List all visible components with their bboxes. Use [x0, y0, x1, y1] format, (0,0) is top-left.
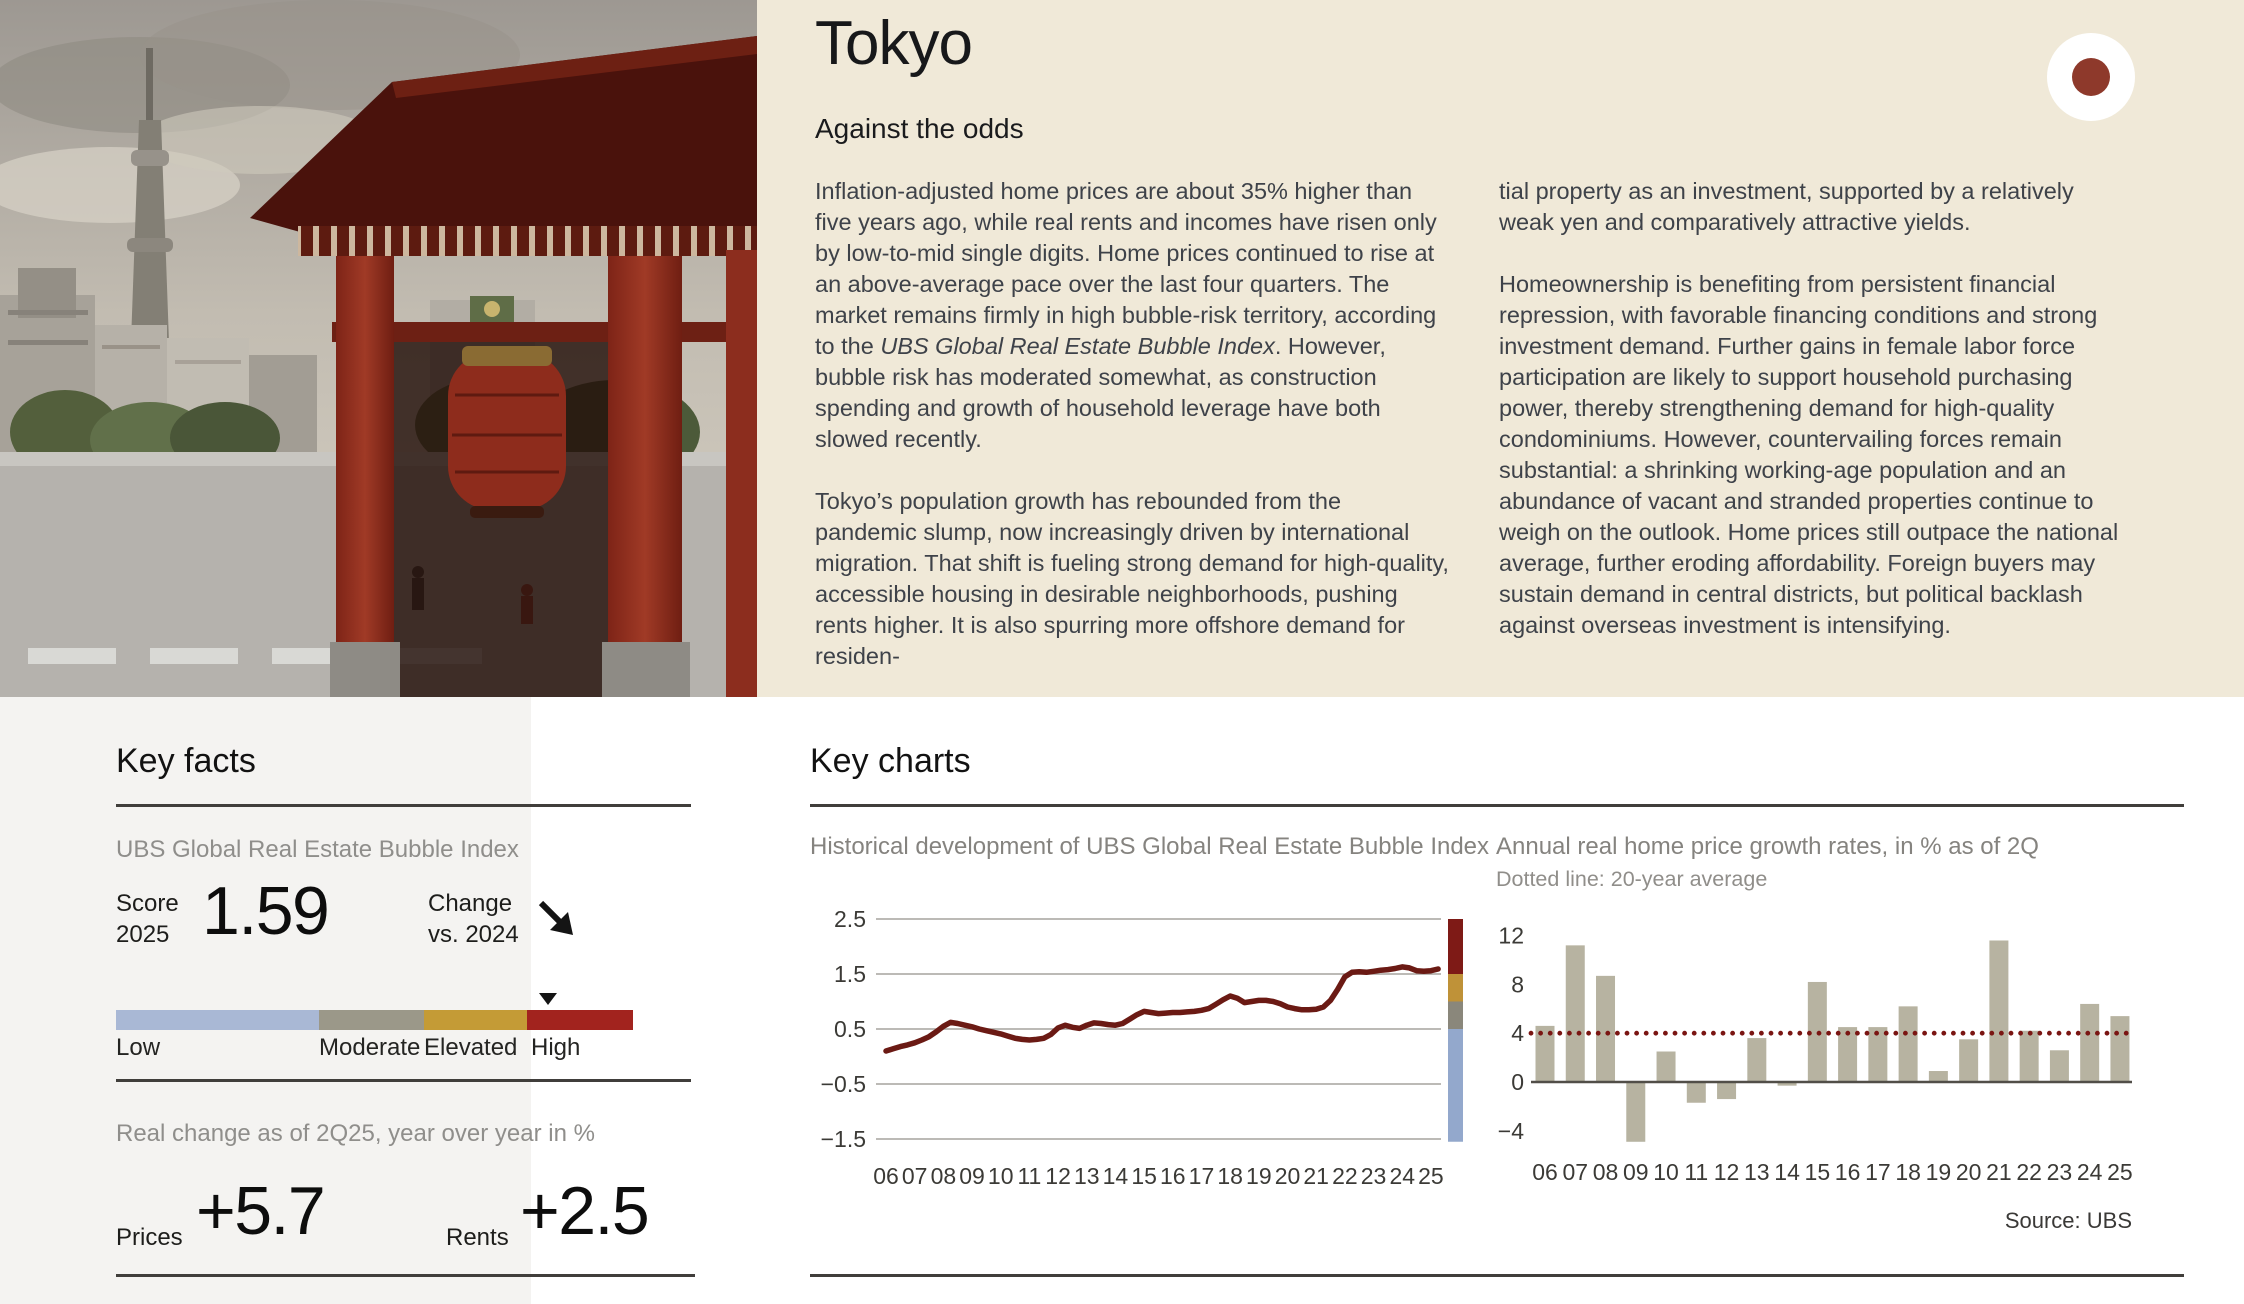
- svg-text:23: 23: [2046, 1159, 2073, 1185]
- page-subtitle: Against the odds: [815, 113, 1024, 144]
- svg-text:18: 18: [1217, 1163, 1243, 1189]
- svg-text:18: 18: [1895, 1159, 1921, 1185]
- svg-text:19: 19: [1925, 1159, 1952, 1185]
- svg-text:14: 14: [1102, 1163, 1129, 1189]
- svg-text:20: 20: [1955, 1159, 1982, 1185]
- gauge-segment-low: [116, 1010, 319, 1030]
- divider: [116, 1274, 695, 1277]
- paragraph-text: Inflation-adjusted home prices are about 35% higher than five years ago, while real rents and incomes have risen only by low-to-mid single digits. Home prices continued to rise at an above-average pace over the last four quarters. The market remains firmly in high bubble-risk territory, according to the: [815, 178, 1437, 359]
- line-chart-title: Historical development of UBS Global Real Estate Bubble Index: [810, 833, 1490, 860]
- bubble-index-line-chart: [810, 868, 1470, 1198]
- bar-21: [1989, 940, 2008, 1082]
- svg-text:10: 10: [1653, 1159, 1679, 1185]
- gauge-segment-high: [527, 1010, 633, 1030]
- index-label: UBS Global Real Estate Bubble Index: [116, 836, 519, 863]
- gauge-segment-moderate: [319, 1010, 424, 1030]
- svg-text:09: 09: [1622, 1159, 1649, 1185]
- svg-text:22: 22: [2016, 1159, 2042, 1185]
- svg-text:22: 22: [1332, 1163, 1358, 1189]
- gauge-label-low: Low: [116, 1034, 161, 1061]
- svg-text:25: 25: [2107, 1159, 2133, 1185]
- svg-text:1.5: 1.5: [834, 961, 866, 987]
- svg-text:08: 08: [930, 1163, 957, 1189]
- paragraph: [815, 176, 1449, 455]
- gauge-segment-elevated: [424, 1010, 527, 1030]
- svg-text:23: 23: [1360, 1163, 1387, 1189]
- divider: [116, 804, 691, 807]
- svg-text:8: 8: [1511, 971, 1524, 998]
- svg-text:14: 14: [1774, 1159, 1800, 1185]
- svg-text:−4: −4: [1497, 1117, 1524, 1144]
- bar-07: [1566, 945, 1585, 1082]
- bar-08: [1596, 976, 1615, 1082]
- bar-chart-subtitle: Dotted line: 20-year average: [1496, 867, 1768, 891]
- body-column-1: [815, 176, 1449, 703]
- change-label-line2: vs. 2024: [428, 921, 519, 948]
- gauge-marker-icon: [539, 993, 557, 1005]
- bar-25: [2110, 1016, 2129, 1082]
- japan-flag-icon: [2047, 33, 2135, 121]
- price-growth-bar-chart: [1490, 900, 2200, 1200]
- japan-flag-sun: [2072, 58, 2110, 96]
- svg-text:11: 11: [1017, 1163, 1042, 1189]
- svg-text:24: 24: [1389, 1163, 1416, 1189]
- bar-20: [1959, 1039, 1978, 1082]
- score-label-line2: 2025: [116, 921, 170, 948]
- risk-band-moderate: [1448, 1002, 1463, 1030]
- svg-text:06: 06: [1532, 1159, 1558, 1185]
- gauge-label-high: High: [531, 1034, 581, 1061]
- svg-text:21: 21: [1303, 1163, 1329, 1189]
- risk-band-high: [1448, 919, 1463, 974]
- change-arrow-down-right-icon: [534, 894, 582, 942]
- paragraph: tial property as an investment, supported by a relatively weak yen and comparatively attractive yields.: [1499, 178, 2074, 235]
- bar-chart-title: Annual real home price growth rates, in % as of 2Q: [1496, 833, 2039, 860]
- risk-band-low: [1448, 1029, 1463, 1142]
- body-column-2: [1499, 176, 2133, 703]
- key-charts-heading: Key charts: [810, 742, 971, 780]
- bar-10: [1657, 1052, 1676, 1083]
- bar-13: [1747, 1038, 1766, 1082]
- bar-18: [1899, 1006, 1918, 1082]
- divider: [116, 1079, 691, 1082]
- svg-text:13: 13: [1073, 1163, 1100, 1189]
- change-label-line1: Change: [428, 890, 513, 917]
- svg-text:12: 12: [1498, 922, 1524, 949]
- bar-24: [2080, 1004, 2099, 1082]
- svg-text:24: 24: [2076, 1159, 2103, 1185]
- risk-band-elevated: [1448, 974, 1463, 1002]
- bar-12: [1717, 1082, 1736, 1099]
- gauge-label-moderate: Moderate: [319, 1034, 421, 1061]
- key-facts-heading: Key facts: [116, 742, 256, 780]
- svg-text:−1.5: −1.5: [820, 1126, 866, 1152]
- svg-text:0: 0: [1511, 1069, 1524, 1095]
- svg-text:16: 16: [1160, 1163, 1186, 1189]
- paragraph: Tokyo’s population growth has rebounded from the pandemic slump, now increasingly driven by international migration. That shift is fueling strong demand for high-quality, accessible housing in desirable neighborhoods, pushing rents higher. It is also spurring more offshore demand for residen-: [815, 488, 1449, 669]
- svg-text:10: 10: [987, 1163, 1014, 1189]
- svg-text:07: 07: [1562, 1159, 1589, 1185]
- svg-text:2.5: 2.5: [834, 906, 866, 932]
- bar-11: [1687, 1082, 1706, 1103]
- bar-09: [1626, 1082, 1645, 1142]
- hero-section: [757, 0, 2244, 697]
- svg-text:06: 06: [873, 1163, 899, 1189]
- svg-text:08: 08: [1592, 1159, 1619, 1185]
- svg-text:17: 17: [1188, 1163, 1215, 1189]
- index-line: [886, 967, 1438, 1051]
- bar-23: [2050, 1050, 2069, 1082]
- svg-text:17: 17: [1865, 1159, 1891, 1185]
- svg-text:−0.5: −0.5: [820, 1071, 866, 1097]
- gauge-label-elevated: Elevated: [424, 1034, 518, 1061]
- source-label: Source: UBS: [2004, 1208, 2132, 1233]
- svg-text:19: 19: [1246, 1163, 1272, 1189]
- real-change-label: Real change as of 2Q25, year over year in %: [116, 1120, 595, 1147]
- body-text: [815, 176, 2133, 703]
- svg-text:16: 16: [1834, 1159, 1861, 1185]
- svg-text:20: 20: [1274, 1163, 1301, 1189]
- divider: [810, 804, 2184, 807]
- score-value: 1.59: [202, 873, 329, 949]
- page-title: Tokyo: [815, 9, 972, 78]
- lantern: [448, 346, 566, 518]
- svg-text:21: 21: [1986, 1159, 2012, 1185]
- svg-text:12: 12: [1713, 1159, 1740, 1185]
- svg-text:11: 11: [1684, 1159, 1709, 1185]
- index-name-italic: UBS Global Real Estate Bubble Index: [880, 333, 1275, 359]
- divider: [810, 1274, 2184, 1277]
- svg-text:15: 15: [1804, 1159, 1831, 1185]
- rents-value: +2.5: [520, 1173, 649, 1249]
- paragraph: Homeownership is benefiting from persistent financial repression, with favorable financing conditions and strong investment demand. Further gains in female labor force participation are likely to support household purchasing power, thereby strengthening demand for high-quality condominiums. However, countervailing forces remain substantial: a shrinking working-age population and an abundance of vacant and stranded properties continue to weigh on the outlook. Home prices still outpace the national average, further eroding affordability. Foreign buyers may sustain demand in central districts, but political backlash against overseas investment is intensifying.: [1499, 271, 2119, 638]
- svg-text:09: 09: [959, 1163, 985, 1189]
- bubble-gauge: [116, 1010, 633, 1030]
- svg-text:13: 13: [1744, 1159, 1770, 1185]
- rents-label: Rents: [446, 1224, 509, 1251]
- svg-text:12: 12: [1045, 1163, 1071, 1189]
- score-label-line1: Score: [116, 890, 179, 917]
- svg-text:4: 4: [1511, 1020, 1524, 1047]
- prices-value: +5.7: [196, 1173, 325, 1249]
- bar-22: [2020, 1031, 2039, 1082]
- paragraph-text: . However, bubble risk has moderated somewhat, as construction spending and growth of household leverage have both slowed recently.: [815, 333, 1386, 452]
- svg-text:07: 07: [901, 1163, 928, 1189]
- svg-text:25: 25: [1418, 1163, 1444, 1189]
- svg-text:0.5: 0.5: [834, 1016, 866, 1042]
- tokyo-photo-illustration: [0, 0, 757, 697]
- prices-label: Prices: [116, 1224, 183, 1251]
- bar-19: [1929, 1071, 1948, 1082]
- svg-text:15: 15: [1131, 1163, 1157, 1189]
- tokyo-photo: [0, 0, 757, 697]
- bar-17: [1868, 1027, 1887, 1082]
